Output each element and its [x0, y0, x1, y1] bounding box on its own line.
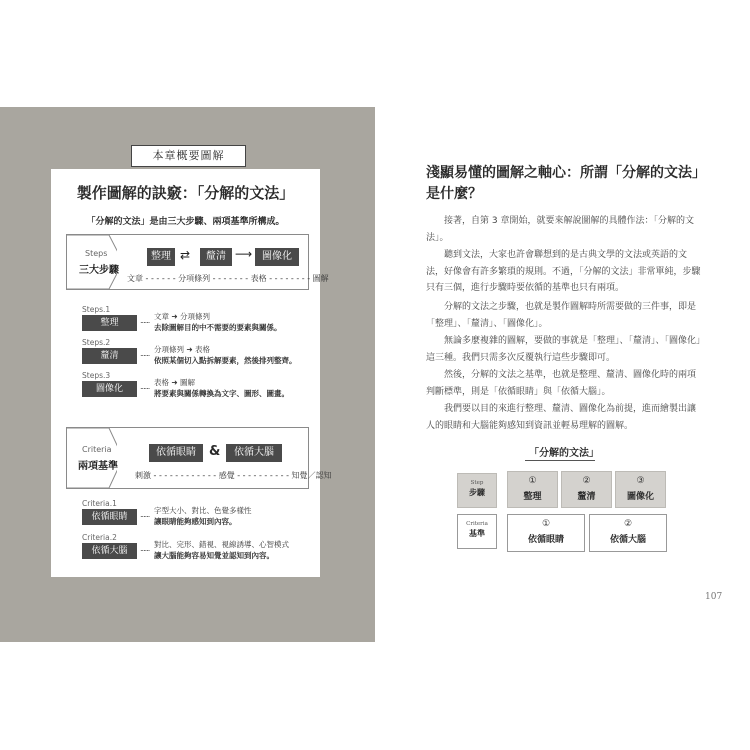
diagram-title: 「分解的文法」	[529, 448, 599, 459]
diagram-step-small: Step	[470, 480, 484, 486]
right-page-heading: 淺顯易懂的圖解之軸心：所謂「分解的文法」是什麼？	[426, 165, 706, 202]
overview-chip-clarify: 釐清	[200, 248, 232, 266]
paragraph-1: 接著，自第 3 章開始，就要來解說圖解的具體作法：「分解的文法」。	[426, 216, 694, 243]
ampersand: &	[209, 444, 221, 459]
criteria2-label: Criteria.2	[82, 533, 117, 542]
paragraph-6: 我們要以目的來進行整理、釐清、圖像化為前提，進而繪製出讓人的眼睛和大腦能夠感知到資訊並輕易理解的圖解。	[426, 404, 697, 431]
step3-label: Steps.3	[82, 371, 111, 380]
criteria-label-small: Criteria	[82, 445, 112, 454]
diagram-step-2	[561, 471, 612, 508]
criteria1-label: Criteria.1	[82, 499, 117, 508]
diagram-step-header	[457, 473, 497, 508]
chapter-summary-tab: 本章概要圖解	[131, 145, 246, 167]
diagram-step-1-num: ①	[528, 476, 537, 486]
step1-line1: 文章 ➜ 分項條列	[154, 312, 211, 321]
diagram-step-3-name: 圖像化	[626, 492, 654, 502]
steps-label-big: 三大步驟	[79, 265, 119, 276]
step3-line1: 表格 ➜ 圖解	[154, 378, 196, 387]
criteria1-line2: 讓眼睛能夠感知到內容。	[154, 517, 237, 526]
step2-chip: 釐清	[82, 348, 137, 364]
diagram-criteria-2-name: 依循大腦	[609, 535, 646, 545]
diagram-step-1	[507, 471, 558, 508]
steps-flow-text: 文章 - - - - - - 分項條列 - - - - - - - 表格 - - - - - - - - 圖解	[127, 274, 329, 283]
paragraph-5: 然後，分解的文法之基準，也就是整理、釐清、圖像化時的兩項判斷標準，則是「依循眼睛」與「依循大腦」。	[426, 370, 697, 397]
diagram-step-1-name: 整理	[523, 492, 542, 502]
criteria2-line2: 讓大腦能夠容易知覺並認知到內容。	[154, 551, 274, 560]
step3-dots: ......	[140, 382, 150, 391]
step2-desc	[154, 344, 297, 366]
criteria1-chip: 依循眼睛	[82, 509, 137, 525]
overview-chip-organize: 整理	[147, 248, 175, 266]
page-number-left: 106	[40, 695, 58, 705]
step2-dots: ......	[140, 349, 150, 358]
criteria-label-big: 兩項基準	[78, 461, 118, 472]
diagram-step-big: 步驟	[469, 487, 485, 497]
paragraph-3: 分解的文法之步驟，也就是製作圖解時所需要做的三件事，即是「整理」、「釐清」、「圖像化」。	[426, 302, 697, 329]
step1-desc	[154, 311, 282, 333]
step2-label: Steps.2	[82, 338, 111, 347]
criteria2-dots: ......	[140, 544, 150, 553]
step1-dots: ......	[140, 316, 150, 325]
criteria1-dots: ......	[140, 510, 150, 519]
diagram-criteria-small: Criteria	[466, 521, 488, 527]
diagram-title-underline	[525, 460, 595, 461]
diagram-criteria-1	[507, 514, 585, 552]
paragraph-4: 無論多麼複雜的圖解，要做的事就是「整理」、「釐清」、「圖像化」這三種。我們只需多次反覆執行這些步驟即可。	[426, 336, 701, 363]
criteria2-desc	[154, 539, 289, 561]
criteria1-desc	[154, 505, 252, 527]
overview-chip-visualize: 圖像化	[255, 248, 299, 266]
criteria2-line1: 對比、完形、錯視、視線誘導、心智模式	[154, 540, 289, 549]
criteria1-line1: 字型大小、對比、色覺多樣性	[154, 506, 252, 515]
summary-title: 製作圖解的訣竅：「分解的文法」	[76, 184, 295, 202]
step1-chip: 整理	[82, 315, 137, 331]
step3-desc	[154, 377, 289, 399]
step1-label: Steps.1	[82, 305, 111, 314]
step2-line1: 分項條列 ➜ 表格	[154, 345, 211, 354]
criteria2-chip: 依循大腦	[82, 543, 137, 559]
right-arrow-icon: ⟶	[235, 247, 253, 261]
diagram-criteria-1-num: ①	[541, 519, 551, 529]
diagram-criteria-2	[589, 514, 667, 552]
step2-line2: 依照某個切入點拆解要素，然後排列整齊。	[154, 356, 297, 365]
criteria-chip-brain: 依循大腦	[226, 444, 282, 462]
paragraph-2: 聽到文法，大家也許會聯想到的是古典文學的文法或英語的文法，好像會有許多繁瑣的規則。不過，「分解的文法」非常單純，步驟只有三個，進行步驟時要依循的基準也只有兩項。	[426, 250, 701, 293]
diagram-criteria-2-num: ②	[623, 519, 633, 529]
step1-line2: 去除圖解目的中不需要的要素與關係。	[154, 323, 282, 332]
criteria-overview-box	[66, 427, 332, 489]
diagram-criteria-big: 基準	[469, 528, 485, 538]
steps-label-small: Steps	[85, 249, 108, 258]
criteria-flow-text: 刺激 - - - - - - - - - - - - 感覺 - - - - - - - - - - 知覺／認知	[135, 471, 332, 480]
diagram-step-3-num: ③	[636, 476, 645, 486]
steps-overview-box	[66, 234, 329, 290]
diagram-step-2-num: ②	[582, 476, 591, 486]
diagram-step-2-name: 釐清	[577, 492, 596, 502]
summary-subtitle: 「分解的文法」是由三大步驟、兩項基準所構成。	[86, 217, 285, 227]
diagram-step-3	[615, 471, 666, 508]
cycle-icon: ⇄	[180, 248, 191, 262]
step3-chip: 圖像化	[82, 381, 137, 397]
page-number-right: 107	[705, 592, 723, 602]
criteria-chip-eyes: 依循眼睛	[149, 444, 203, 462]
diagram-criteria-header	[457, 514, 497, 549]
step3-line2: 將要素與關係轉換為文字、圖形、圖畫。	[154, 389, 289, 398]
diagram-criteria-1-name: 依循眼睛	[527, 535, 564, 545]
